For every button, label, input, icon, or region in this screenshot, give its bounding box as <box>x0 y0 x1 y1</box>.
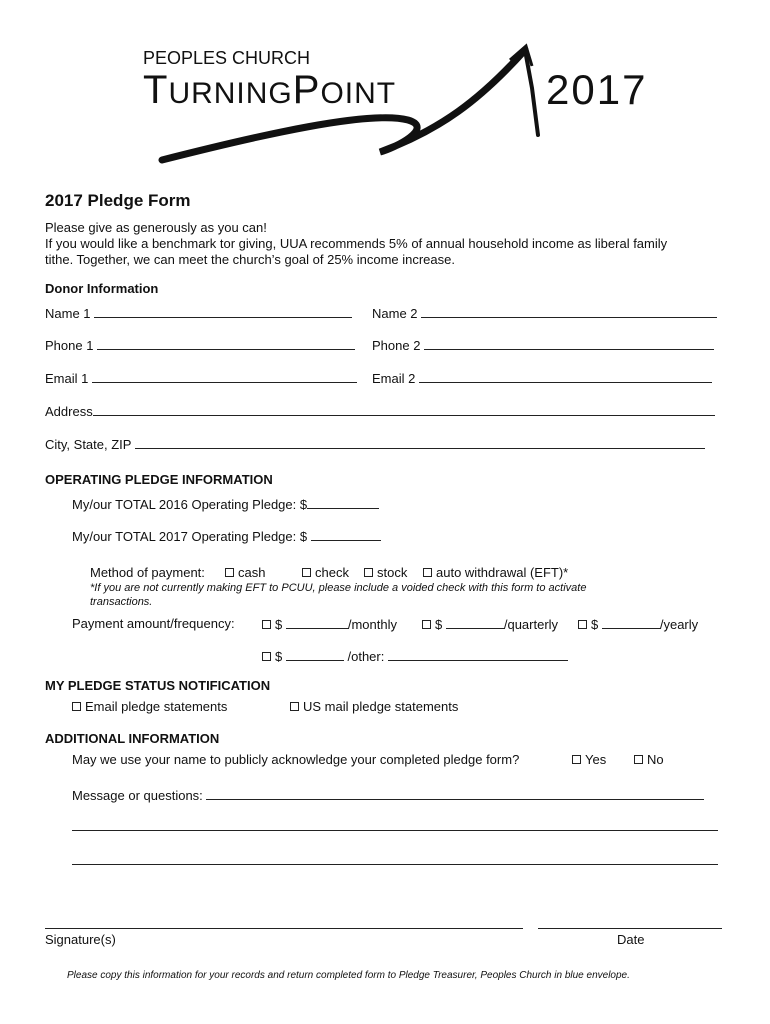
message-line-2[interactable] <box>72 830 718 831</box>
checkbox-icon <box>578 620 587 629</box>
checkbox-icon <box>262 620 271 629</box>
operating-heading: OPERATING PLEDGE INFORMATION <box>45 472 273 487</box>
phone1-field[interactable]: Phone 1 <box>45 337 355 353</box>
message-field[interactable]: Message or questions: <box>72 787 704 803</box>
checkbox-icon <box>423 568 432 577</box>
checkbox-icon <box>225 568 234 577</box>
check-checkbox[interactable]: check <box>302 565 349 580</box>
donor-heading: Donor Information <box>45 281 159 296</box>
footer-note: Please copy this information for your records and return completed form to Pledge Treasurer, Peoples Church in blue envelope. <box>67 970 630 981</box>
checkbox-icon <box>634 755 643 764</box>
date-line[interactable] <box>538 928 722 929</box>
total-2017-field[interactable]: My/our TOTAL 2017 Operating Pledge: $ <box>72 528 381 544</box>
checkbox-icon <box>572 755 581 764</box>
name2-field[interactable]: Name 2 <box>372 305 717 321</box>
date-label: Date <box>617 932 645 947</box>
checkbox-icon <box>422 620 431 629</box>
email1-field[interactable]: Email 1 <box>45 370 357 386</box>
status-heading: MY PLEDGE STATUS NOTIFICATION <box>45 678 271 693</box>
checkbox-icon <box>290 702 299 711</box>
monthly-option[interactable]: $ /monthly <box>262 616 397 632</box>
checkbox-icon <box>364 568 373 577</box>
quarterly-option[interactable]: $ /quarterly <box>422 616 558 632</box>
total-2016-field[interactable]: My/our TOTAL 2016 Operating Pledge: $ <box>72 496 379 512</box>
intro-line-3: tithe. Together, we can meet the church’s goal of 25% income increase. <box>45 252 455 267</box>
signature-line[interactable] <box>45 928 523 929</box>
acknowledge-question: May we use your name to publicly acknowledge your completed pledge form? <box>72 752 520 767</box>
logo-name: TURNINGPOINT <box>143 68 397 112</box>
additional-heading: ADDITIONAL INFORMATION <box>45 731 220 746</box>
mail-statements-checkbox[interactable]: US mail pledge statements <box>290 699 458 714</box>
method-label: Method of payment: <box>90 565 205 580</box>
page-title: 2017 Pledge Form <box>45 191 191 210</box>
cash-checkbox[interactable]: cash <box>225 565 265 580</box>
address-field[interactable]: Address <box>45 403 715 419</box>
city-field[interactable]: City, State, ZIP <box>45 436 705 452</box>
signature-label: Signature(s) <box>45 932 116 947</box>
yearly-option[interactable]: $ /yearly <box>578 616 698 632</box>
message-line-3[interactable] <box>72 864 718 865</box>
checkbox-icon <box>72 702 81 711</box>
other-option[interactable]: $ /other: <box>262 648 568 664</box>
freq-label: Payment amount/frequency: <box>72 616 235 631</box>
yes-checkbox[interactable]: Yes <box>572 752 606 767</box>
logo-org: PEOPLES CHURCH <box>143 48 311 68</box>
phone2-field[interactable]: Phone 2 <box>372 337 714 353</box>
email-statements-checkbox[interactable]: Email pledge statements <box>72 699 227 714</box>
eft-note-line-1: *If you are not currently making EFT to PCUU, please include a voided check with this form to activate <box>90 582 587 594</box>
no-checkbox[interactable]: No <box>634 752 664 767</box>
intro-line-1: Please give as generously as you can! <box>45 220 267 235</box>
eft-checkbox[interactable]: auto withdrawal (EFT)* <box>423 565 568 580</box>
checkbox-icon <box>262 652 271 661</box>
intro-line-2: If you would like a benchmark tor giving, UUA recommends 5% of annual household income as liberal family <box>45 236 668 251</box>
logo-year: 2017 <box>546 66 648 113</box>
email2-field[interactable]: Email 2 <box>372 370 712 386</box>
eft-note-line-2: transactions. <box>90 596 153 608</box>
checkbox-icon <box>302 568 311 577</box>
name1-field[interactable]: Name 1 <box>45 305 352 321</box>
stock-checkbox[interactable]: stock <box>364 565 407 580</box>
